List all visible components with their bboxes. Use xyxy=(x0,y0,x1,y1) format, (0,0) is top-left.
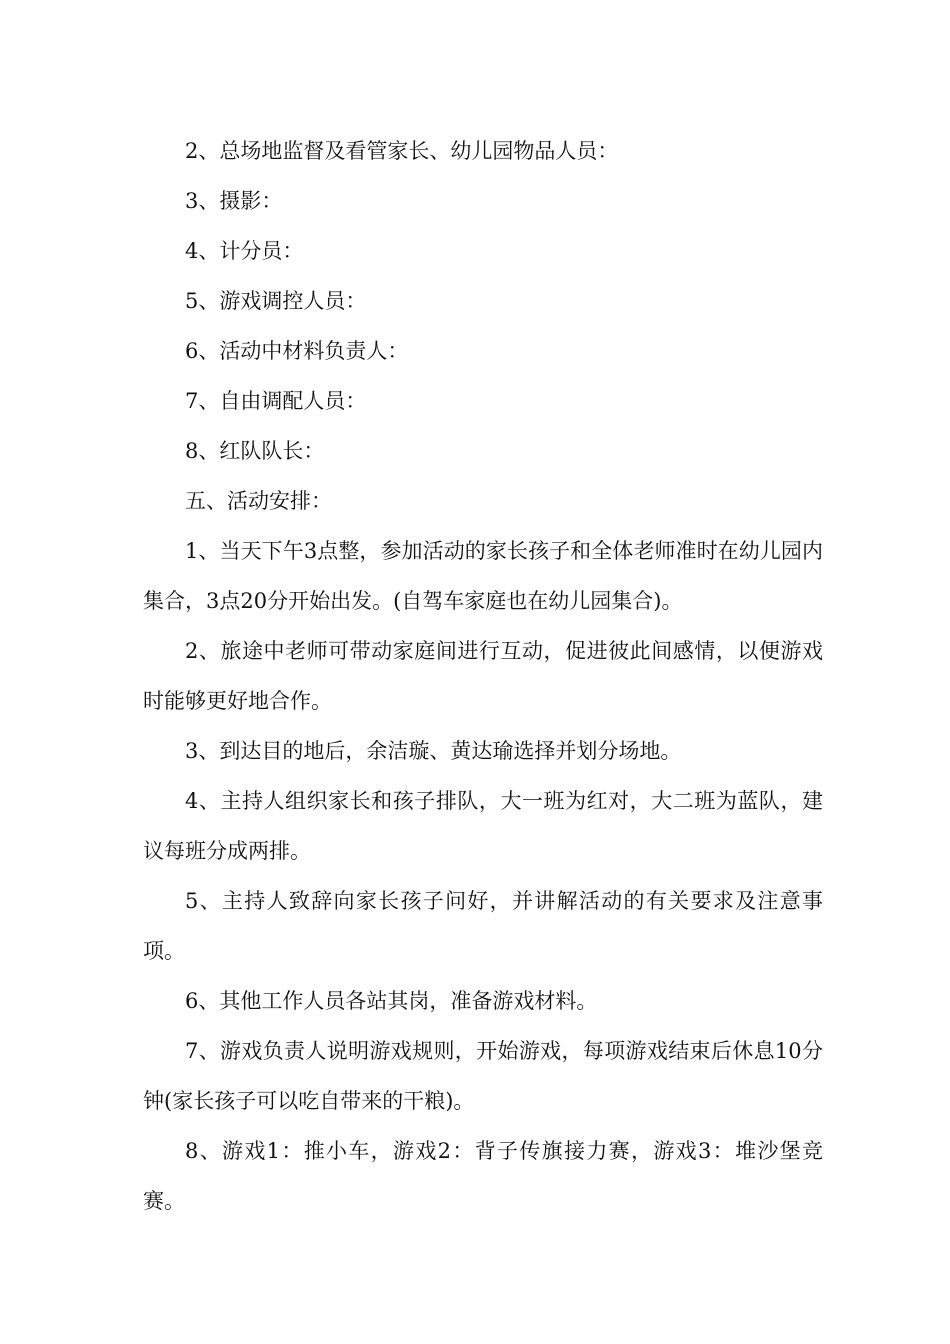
paragraph-role-venue-supervisor: 2、总场地监督及看管家长、幼儿园物品人员： xyxy=(185,139,619,163)
paragraph-schedule-item-2: 2、旅途中老师可带动家庭间进行互动，促进彼此间感情，以便游戏时能够更好地合作。 xyxy=(143,639,823,713)
paragraph-schedule-item-6: 6、其他工作人员各站其岗，准备游戏材料。 xyxy=(185,989,598,1013)
paragraph-role-scorekeeper: 4、计分员： xyxy=(185,239,304,263)
section-heading-schedule: 五、活动安排： xyxy=(185,489,332,513)
paragraph-schedule-item-3: 3、到达目的地后，余洁璇、黄达瑜选择并划分场地。 xyxy=(185,739,682,763)
paragraph-schedule-item-8: 8、游戏1：推小车，游戏2：背子传旗接力赛，游戏3：堆沙堡竞赛。 xyxy=(143,1139,823,1213)
paragraph-role-materials: 6、活动中材料负责人： xyxy=(185,339,409,363)
paragraph-role-red-captain: 8、红队队长： xyxy=(185,439,325,463)
paragraph-schedule-item-7: 7、游戏负责人说明游戏规则，开始游戏，每项游戏结束后休息10分钟(家长孩子可以吃自带来的干粮)。 xyxy=(143,1039,823,1113)
paragraph-role-game-controller: 5、游戏调控人员： xyxy=(185,289,367,313)
document-body xyxy=(143,126,823,1226)
paragraph-role-flexible-staff: 7、自由调配人员： xyxy=(185,389,367,413)
paragraph-schedule-item-4: 4、主持人组织家长和孩子排队，大一班为红对，大二班为蓝队，建议每班分成两排。 xyxy=(143,789,823,863)
paragraph-role-photography: 3、摄影： xyxy=(185,189,283,213)
paragraph-schedule-item-5: 5、主持人致辞向家长孩子问好，并讲解活动的有关要求及注意事项。 xyxy=(143,889,823,963)
paragraph-schedule-item-1: 1、当天下午3点整，参加活动的家长孩子和全体老师准时在幼儿园内集合，3点20分开始出发。(自驾车家庭也在幼儿园集合)。 xyxy=(143,539,823,613)
